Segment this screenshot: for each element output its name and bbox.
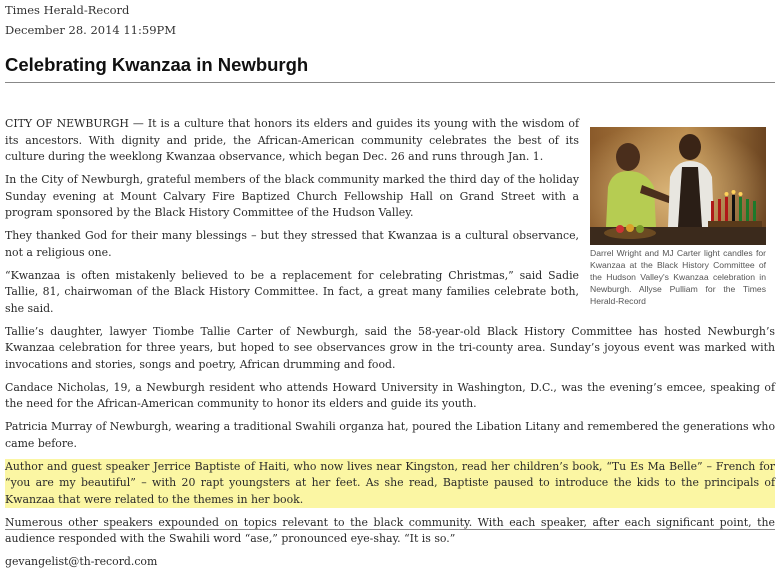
photo-caption: Darrel Wright and MJ Carter light candles for Kwanzaa at the Black History Committee of the Hudson Valley's Kwanzaa celebration in Newburgh. Allyse Pulliam for the Times Herald-Record (590, 248, 766, 306)
article-paragraph: Candace Nicholas, 19, a Newburgh resident who attends Howard University in Washington, D.C., was the evening’s emcee, speaking of the need for the African-American community to honor its elders and guide its youth. (5, 380, 775, 410)
article-figure (590, 127, 775, 307)
highlighted-paragraph: Author and guest speaker Jerrice Baptiste of Haiti, who now lives near Kingston, read her children’s book, “Tu Es Ma Belle” – French for “you are my beautiful” – with 20 rapt youngsters at her feet. As she read, Baptiste paused to introduce the kids to the principals of Kwanzaa that were related to the themes in her book. (5, 459, 775, 509)
article-paragraph: “Kwanzaa is often mistakenly believed to be a replacement for celebrating Christmas,” said Sadie Tallie, 81, chairwoman of the Black History Committee. In fact, a great many families celebrate both, she said. (5, 268, 579, 315)
article-paragraph: They thanked God for their many blessings – but they stressed that Kwanzaa is a cultural observance, not a religious one. (5, 229, 579, 259)
article-paragraph: Numerous other speakers expounded on topics relevant to the black community. With each speaker, after each significant point, the audience responded with the Swahili word “ase,” pronounced eye-shay. “It is so.” (5, 515, 775, 545)
article-headline: Celebrating Kwanzaa in Newburgh (5, 54, 309, 75)
author-email: gevangelist@th-record.com (5, 555, 158, 568)
footer-divider (5, 529, 775, 530)
article-paragraph: Tallie’s daughter, lawyer Tiombe Tallie Carter of Newburgh, said the 58-year-old Black History Committee has hosted Newburgh’s Kwanzaa celebration for three years, but hoped to see observances grow in the tri-county area. Sunday’s joyous event was marked with invocations and stories, songs and poetry, African drumming and food. (5, 324, 775, 371)
publication-name: Times Herald-Record (5, 3, 130, 17)
article-paragraph: CITY OF NEWBURGH — It is a culture that honors its elders and guides its young with the wisdom of its ancestors. With dignity and pride, the African-American community celebrates the best of its culture during the weeklong Kwanzaa observance, which began Dec. 26 and runs through Jan. 1. (5, 117, 579, 163)
article-paragraph: In the City of Newburgh, grateful members of the black community marked the third day of the holiday Sunday evening at Mount Calvary Fire Baptized Church Fellowship Hall on Grand Street with a program sponsored by the Black History Committee of the Hudson Valley. (5, 173, 579, 219)
article-body (5, 116, 775, 577)
article-paragraph: Patricia Murray of Newburgh, wearing a traditional Swahili organza hat, poured the Libation Litany and remembered the generations who came before. (5, 420, 775, 450)
header-divider (5, 82, 775, 83)
publish-date: December 28. 2014 11:59PM (5, 23, 177, 37)
kwanzaa-candle-lighting-photo (590, 127, 766, 245)
